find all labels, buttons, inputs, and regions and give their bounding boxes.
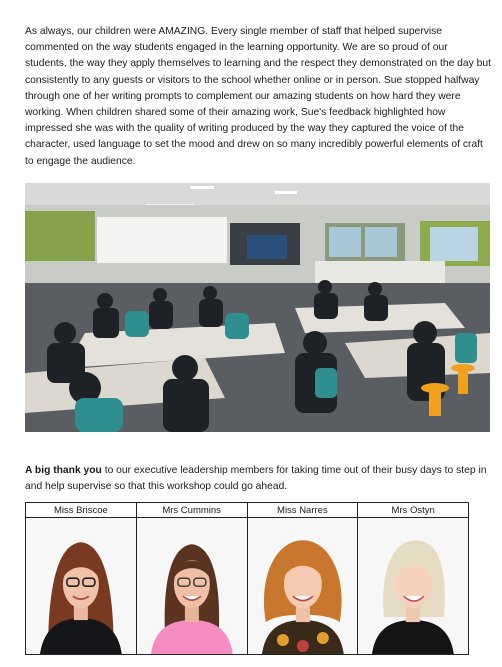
staff-photo-cell bbox=[136, 518, 247, 655]
staff-photo-cell bbox=[358, 518, 469, 655]
staff-names-row bbox=[26, 503, 469, 518]
portrait-briscoe bbox=[26, 522, 136, 654]
staff-name-briscoe: Miss Briscoe bbox=[26, 503, 137, 518]
portrait-cummins bbox=[137, 522, 247, 654]
portrait-ostyn bbox=[358, 522, 468, 654]
intro-paragraph: As always, our children were AMAZING. Every single member of staff that helped supervise commented on the way students engaged in the learning opportunity. We are so proud of our students, the way they apply themselves to learning and the respect they demonstrated on the day but consistently to any guests or visitors to the school whether online or in person. Sue stopped halfway through one of her writing prompts to complement our amazing students on how hard they were working. When children shared some of their amazing work, Sue's feedback highlighted how impressed she was with the quality of writing produced by the way they captured the voice of the character, used language to set the mood and drew on so many incredibly powerful elements of craft to engage the audience. bbox=[25, 26, 491, 167]
staff-name-narres: Miss Narres bbox=[247, 503, 358, 518]
staff-table bbox=[25, 502, 469, 655]
classroom-photo bbox=[25, 183, 490, 432]
thank-you-emphasis: A big thank you bbox=[25, 465, 102, 476]
staff-name-cummins: Mrs Cummins bbox=[136, 503, 247, 518]
staff-photo-cell bbox=[247, 518, 358, 655]
staff-photos-row bbox=[26, 518, 469, 655]
staff-name-ostyn: Mrs Ostyn bbox=[358, 503, 469, 518]
portrait-narres bbox=[248, 522, 358, 654]
staff-photo-cell bbox=[26, 518, 137, 655]
thank-you-text: to our executive leadership members for taking time out of their busy days to step in and help supervise so that this workshop could go ahead. bbox=[25, 465, 487, 492]
thank-you-note bbox=[25, 463, 491, 495]
